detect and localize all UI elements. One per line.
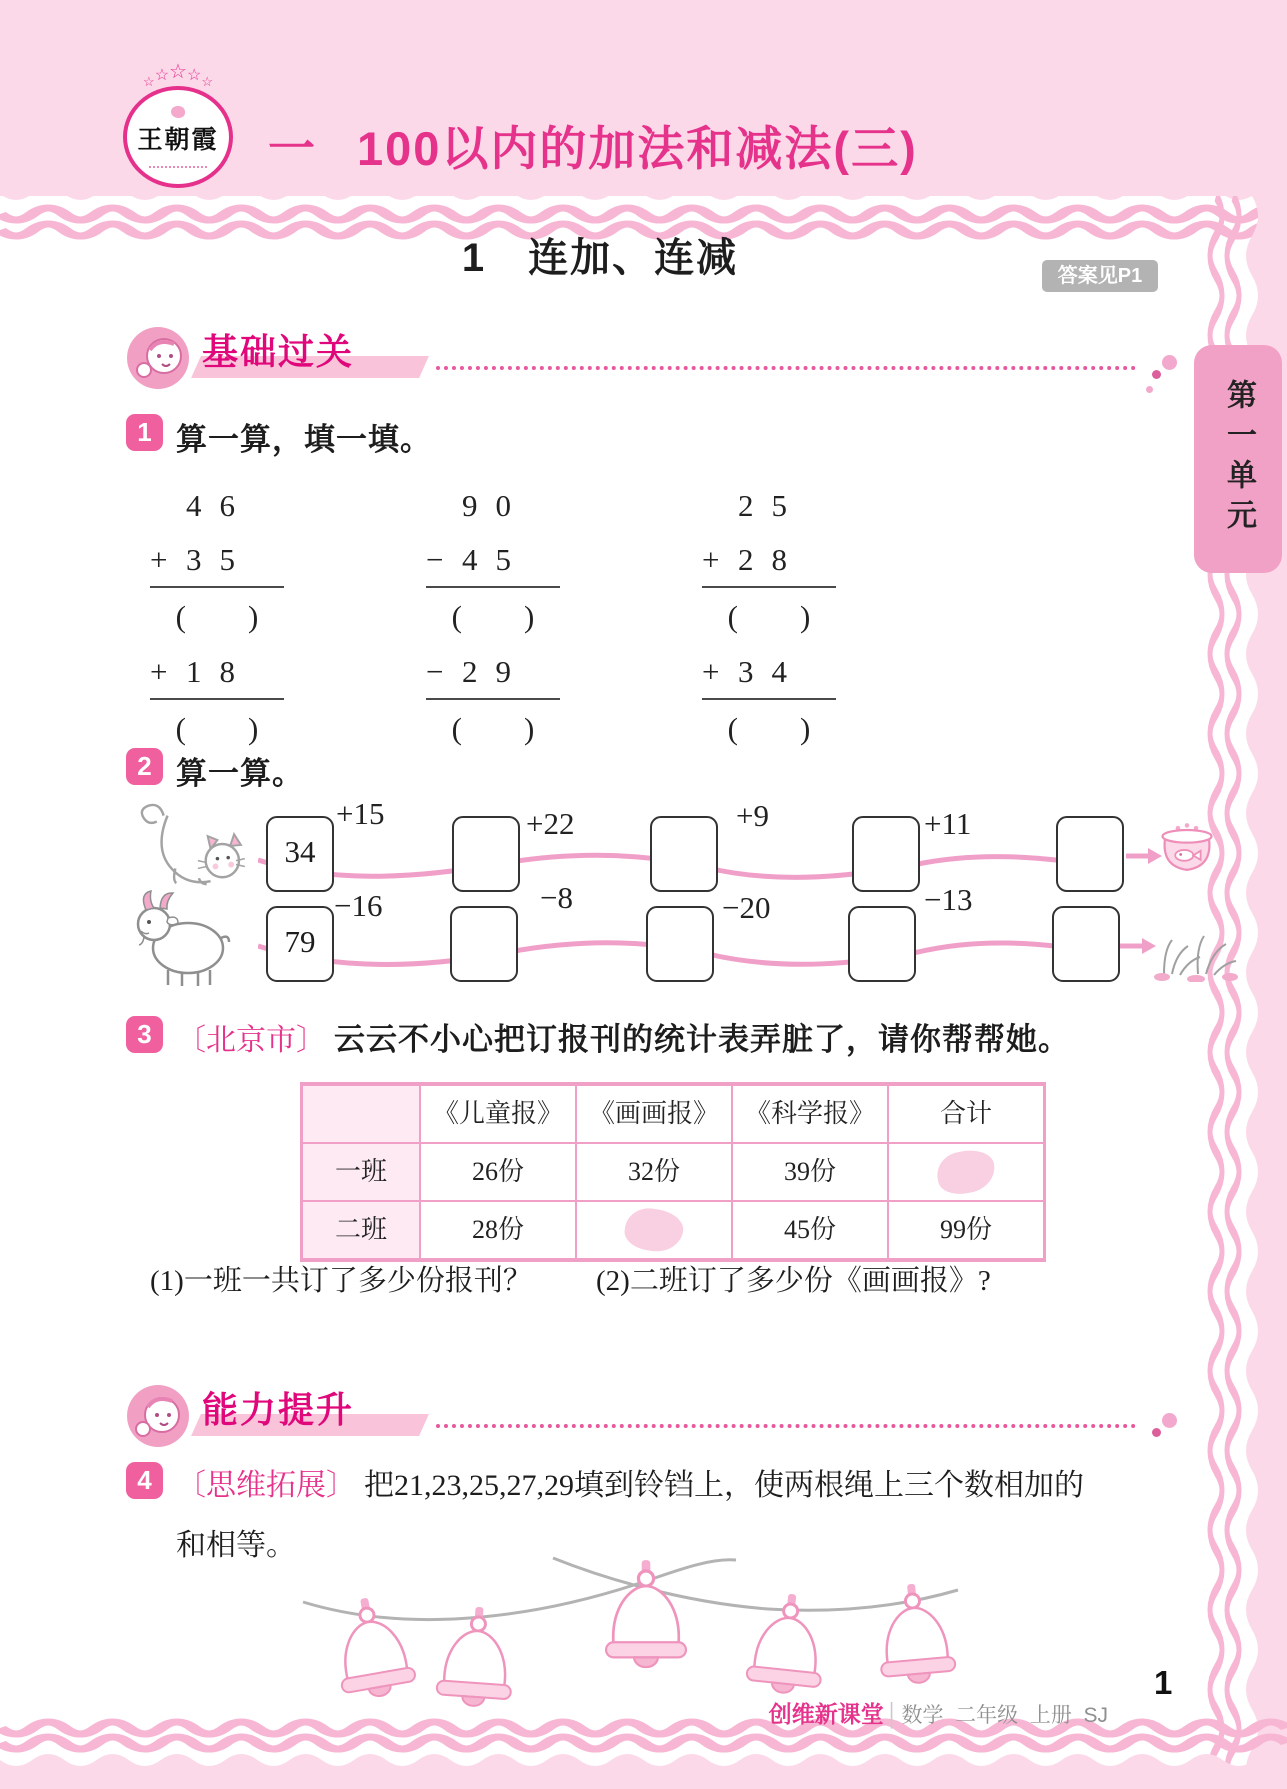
- ink-stain-icon: [934, 1146, 998, 1197]
- decor-dot: [1152, 370, 1161, 379]
- table-value-cell: 99份: [888, 1201, 1044, 1259]
- star-icon: ☆: [143, 74, 155, 89]
- arrow-right-icon: [1126, 846, 1162, 866]
- problem-3-question-2: (2)二班订了多少份《画画报》?: [596, 1265, 991, 1297]
- answer-parens[interactable]: ( ): [451, 711, 535, 746]
- goat-icon: [124, 888, 242, 988]
- brand-logo: [110, 61, 246, 188]
- peach-icon: [171, 106, 185, 118]
- chain-answer-box[interactable]: [452, 816, 520, 892]
- ink-stain-icon: [622, 1205, 685, 1255]
- chain-answer-box[interactable]: [1052, 906, 1120, 982]
- table-value-cell: 28份: [420, 1201, 576, 1259]
- fish-bowl-icon: [1158, 820, 1216, 878]
- chain-op: −8: [540, 880, 573, 915]
- operation-row: + 28: [702, 534, 836, 588]
- chain-answer-box[interactable]: [450, 906, 518, 982]
- cat-icon: [138, 798, 246, 888]
- unit-title-text: 100以内的加法和减法(三): [357, 122, 918, 175]
- answer-parens[interactable]: ( ): [451, 599, 535, 634]
- logo-name: 王朝霞: [137, 127, 219, 154]
- problem-3-number: 3: [126, 1016, 163, 1053]
- decor-dot: [1162, 355, 1177, 370]
- table-corner-cell: [302, 1085, 420, 1143]
- footer: [640, 1678, 1108, 1747]
- chain-answer-box[interactable]: [848, 906, 916, 982]
- decor-dot: [1146, 386, 1153, 393]
- star-icon: ☆: [169, 61, 187, 83]
- bell-icon[interactable]: [328, 1592, 418, 1702]
- operand: 46: [186, 488, 253, 523]
- operation-row: + 35: [150, 534, 284, 588]
- star-icon: ☆: [154, 67, 170, 84]
- child-face-icon: [126, 1384, 190, 1448]
- vertical-problem-1: [150, 478, 284, 758]
- chain-op: −13: [924, 882, 973, 917]
- problem-3-source-tag: 〔北京市〕: [176, 1024, 326, 1057]
- table-value-cell: 26份: [420, 1143, 576, 1201]
- decor-dot: [1162, 1413, 1177, 1428]
- operation-row: + 18: [150, 646, 284, 700]
- table-header-cell: 合计: [888, 1085, 1044, 1143]
- operation-row: + 34: [702, 646, 836, 700]
- chain-op: +9: [736, 798, 769, 833]
- chain-op: +15: [336, 796, 385, 831]
- newspaper-table: [300, 1082, 1046, 1262]
- section-title-basic: 基础过关: [202, 331, 355, 372]
- problem-1-prompt: 算一算，填一填。: [176, 422, 432, 457]
- vertical-problem-2: [426, 478, 560, 758]
- table-stained-cell[interactable]: [888, 1143, 1044, 1201]
- problem-3-prompt-line: [176, 1014, 1070, 1059]
- chain-answer-box[interactable]: [646, 906, 714, 982]
- logo-decoration: [149, 160, 207, 168]
- footer-meta: 数学 二年级 上册 SJ: [901, 1704, 1108, 1727]
- logo-oval: [123, 86, 233, 188]
- problem-4-prompt-line2: 和相等。: [176, 1529, 296, 1562]
- footer-brand: 创维新课堂: [768, 1701, 884, 1727]
- bell-icon[interactable]: [606, 1560, 686, 1667]
- unit-number: 一: [268, 122, 317, 175]
- vertical-problem-3: [702, 478, 836, 758]
- grass-icon: [1150, 920, 1240, 982]
- table-value-cell: 32份: [576, 1143, 732, 1201]
- operation-row: − 29: [426, 646, 560, 700]
- section-rule: [436, 1424, 1136, 1428]
- problem-3-prompt: 云云不小心把订报刊的统计表弄脏了，请你帮帮她。: [334, 1022, 1070, 1057]
- table-stained-cell[interactable]: [576, 1201, 732, 1259]
- problem-3-question-1: (1)一班一共订了多少份报刊？: [150, 1265, 532, 1297]
- child-face-icon: [126, 326, 190, 390]
- problem-4-type-tag: 〔思维拓展〕: [176, 1469, 356, 1502]
- operand: 25: [738, 488, 805, 523]
- chain-answer-box[interactable]: [1056, 816, 1124, 892]
- chain-op: −16: [334, 888, 383, 923]
- problem-2-prompt: 算一算。: [176, 756, 304, 791]
- unit-side-tab: [1194, 345, 1282, 573]
- table-value-cell: 39份: [732, 1143, 888, 1201]
- answer-parens[interactable]: ( ): [727, 599, 811, 634]
- problem-4-number: 4: [126, 1462, 163, 1499]
- unit-title: [268, 112, 918, 179]
- table-header-cell: 《画画报》: [576, 1085, 732, 1143]
- answer-parens[interactable]: ( ): [727, 711, 811, 746]
- chain-op: −20: [722, 890, 771, 925]
- unit-side-tab-label: 第一单元: [1222, 379, 1255, 539]
- star-icon: ☆: [186, 67, 202, 84]
- chain-answer-box[interactable]: [650, 816, 718, 892]
- decor-dot: [1152, 1428, 1161, 1437]
- star-icon: ☆: [201, 74, 213, 89]
- chain-start-box: 79: [266, 906, 334, 982]
- table-row-label: 一班: [302, 1143, 420, 1201]
- lesson-title: 1 连加、连减: [461, 236, 739, 280]
- operation-row: − 45: [426, 534, 560, 588]
- answer-parens[interactable]: ( ): [175, 711, 259, 746]
- bell-icon[interactable]: [874, 1581, 956, 1686]
- problem-4-prompt: 把21,23,25,27,29填到铃铛上，使两根绳上三个数相加的: [364, 1469, 1084, 1502]
- section-title-advanced: 能力提升: [202, 1389, 355, 1430]
- chain-answer-box[interactable]: [852, 816, 920, 892]
- operand: 90: [462, 488, 529, 523]
- table-value-cell: 45份: [732, 1201, 888, 1259]
- table-header-cell: 《儿童报》: [420, 1085, 576, 1143]
- problem-4-prompt-line: [176, 1460, 1084, 1504]
- problem-2-number: 2: [126, 748, 163, 785]
- chain-start-box: 34: [266, 816, 334, 892]
- answer-parens[interactable]: ( ): [175, 599, 259, 634]
- chain-op: +11: [924, 806, 972, 841]
- footer-separator: │: [885, 1702, 900, 1727]
- table-row-label: 二班: [302, 1201, 420, 1259]
- answer-reference-badge: 答案见P1: [1042, 260, 1158, 292]
- problem-1-number: 1: [126, 414, 163, 451]
- chain-op: +22: [526, 806, 575, 841]
- page-number: 1: [1154, 1664, 1173, 1701]
- table-header-cell: 《科学报》: [732, 1085, 888, 1143]
- section-rule: [436, 366, 1136, 370]
